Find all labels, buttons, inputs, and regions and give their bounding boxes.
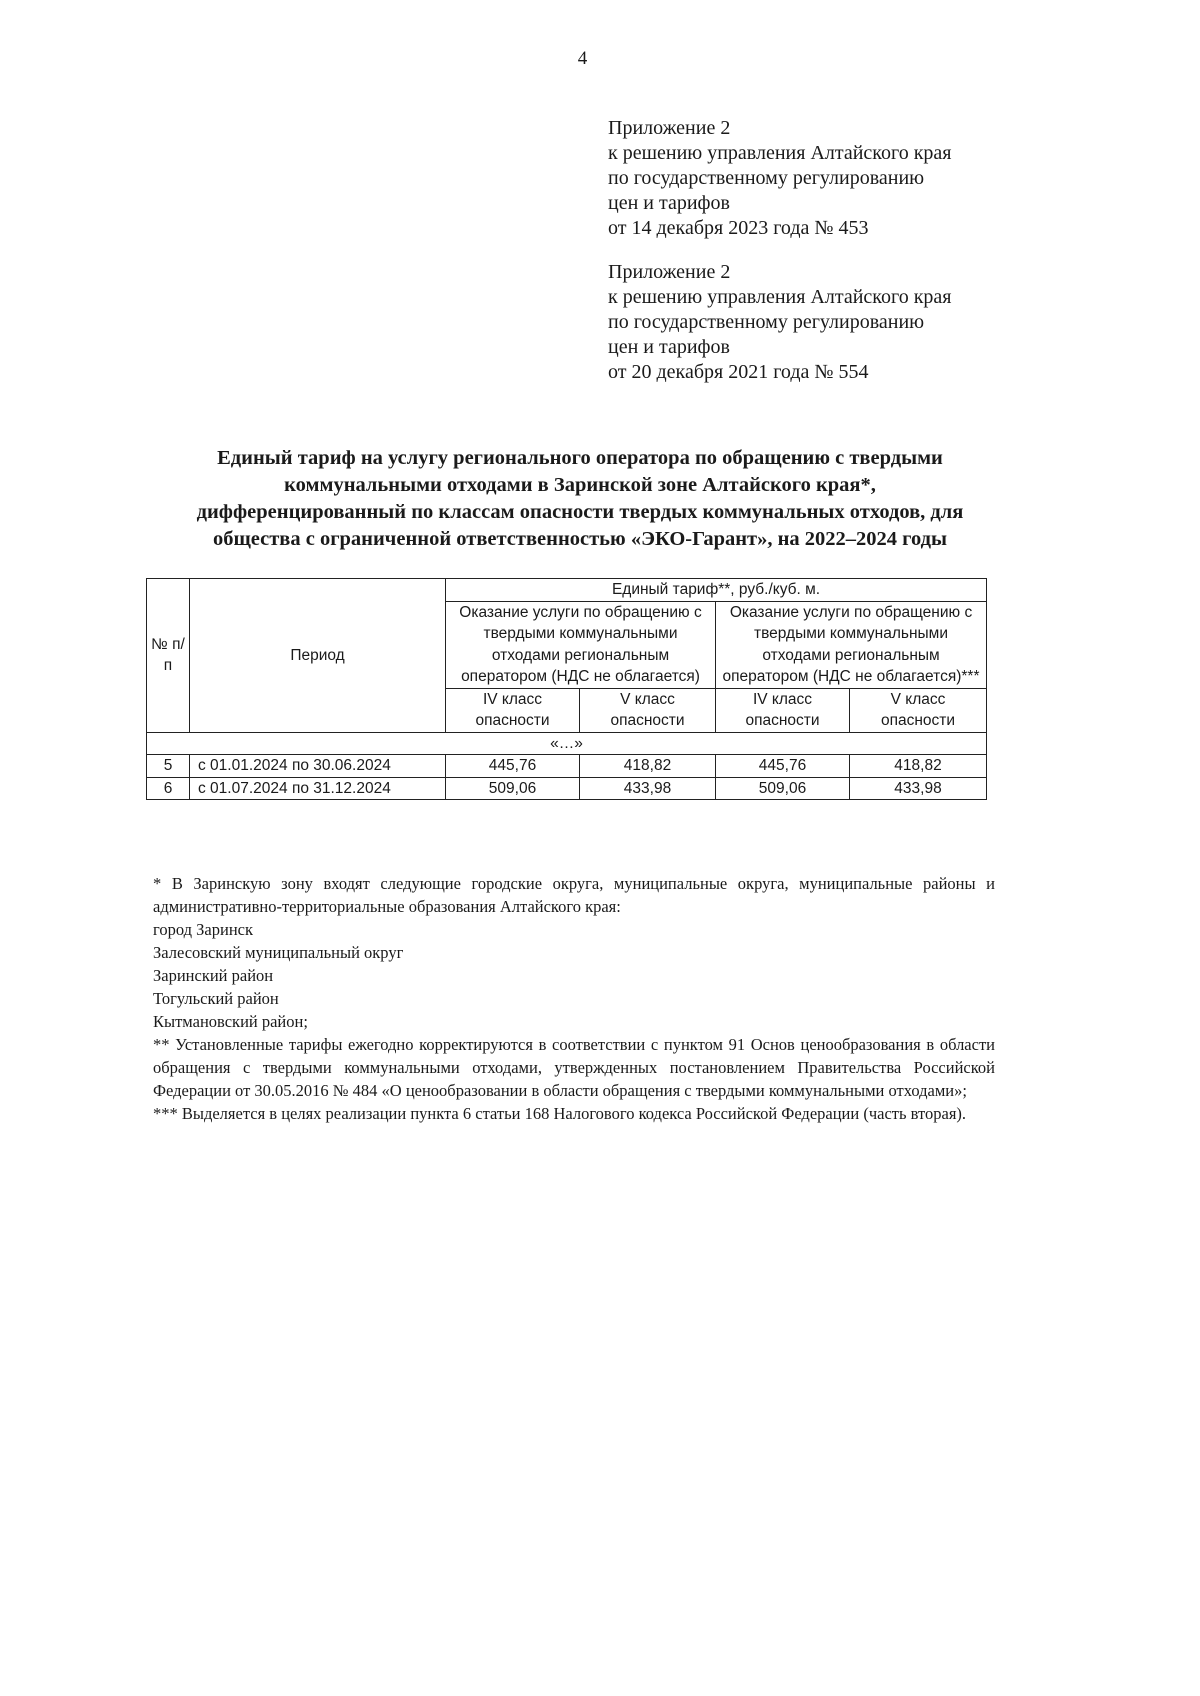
appendix-line: Приложение 2	[608, 117, 731, 139]
appendix-line: к решению управления Алтайского края	[608, 142, 952, 164]
row-num: 6	[147, 777, 190, 800]
table-row-ellipsis	[147, 732, 987, 755]
appendix-header-current	[608, 116, 1048, 241]
header-service-2: Оказание услуги по обращению с твердыми коммунальными отходами региональным оператором (НДС не облагается)***	[716, 601, 987, 688]
header-period: Период	[190, 579, 446, 733]
row-value: 418,82	[850, 755, 987, 778]
header-class-v: V класс опасности	[580, 688, 716, 732]
zone-item: Тогульский район	[153, 989, 279, 1008]
zone-item: город Заринск	[153, 920, 253, 939]
title-line: дифференцированный по классам опасности твердых коммунальных отходов, для	[196, 501, 964, 523]
table-row	[147, 777, 987, 800]
appendix-line: цен и тарифов	[608, 336, 730, 358]
title-line: общества с ограниченной ответственностью «ЭКО-Гарант», на 2022–2024 годы	[212, 528, 948, 550]
appendix-line: по государственному регулированию	[608, 167, 925, 189]
row-value: 418,82	[580, 755, 716, 778]
tariff-table	[146, 578, 987, 800]
header-class-iv: IV класс опасности	[446, 688, 580, 732]
header-service-1: Оказание услуги по обращению с твердыми коммунальными отходами региональным оператором (НДС не облагается)	[446, 601, 716, 688]
footnote-zone: * В Заринскую зону входят следующие городские округа, муниципальные округа, муниципальные районы и административно-территориальные образования Алтайского края:	[153, 874, 995, 916]
row-period: с 01.07.2024 по 31.12.2024	[190, 777, 446, 800]
table-row	[147, 755, 987, 778]
title-line: Единый тариф на услугу регионального оператора по обращению с твердыми	[217, 447, 943, 469]
page-number: 4	[577, 48, 588, 69]
row-value: 509,06	[446, 777, 580, 800]
appendix-line: от 14 декабря 2023 года № 453	[608, 217, 869, 239]
footnotes	[153, 872, 995, 1125]
row-value: 433,98	[850, 777, 987, 800]
row-value: 509,06	[716, 777, 850, 800]
appendix-line: цен и тарифов	[608, 192, 730, 214]
zone-item: Залесовский муниципальный округ	[153, 943, 404, 962]
zone-item: Заринский район	[153, 966, 274, 985]
table-header-row	[147, 579, 987, 602]
header-class-v: V класс опасности	[850, 688, 987, 732]
footnote-vat: *** Выделяется в целях реализации пункта 6 статьи 168 Налогового кодекса Российской Федерации (часть вторая).	[153, 1104, 967, 1123]
appendix-line: по государственному регулированию	[608, 311, 925, 333]
row-period: с 01.01.2024 по 30.06.2024	[190, 755, 446, 778]
row-value: 433,98	[580, 777, 716, 800]
header-tariff-group: Единый тариф**, руб./куб. м.	[446, 579, 987, 602]
zone-item: Кытмановский район;	[153, 1012, 308, 1031]
row-num: 5	[147, 755, 190, 778]
header-num: № п/п	[147, 579, 190, 733]
row-value: 445,76	[446, 755, 580, 778]
appendix-line: к решению управления Алтайского края	[608, 286, 952, 308]
header-class-iv: IV класс опасности	[716, 688, 850, 732]
appendix-line: Приложение 2	[608, 261, 731, 283]
appendix-line: от 20 декабря 2021 года № 554	[608, 361, 869, 383]
footnote-tariff-correction: ** Установленные тарифы ежегодно корректируются в соответствии с пунктом 91 Основ ценообразования в области обращения с твердыми коммунальными отходами, утвержденных постановлением Правительства Российской Федерации от 30.05.2016 № 484 «О ценообразовании в области обращения с твердыми коммунальными отходами»;	[153, 1035, 995, 1100]
title-line: коммунальными отходами в Заринской зоне Алтайского края*,	[284, 474, 876, 496]
ellipsis-cell: «…»	[147, 732, 987, 755]
document-title	[140, 445, 1020, 553]
row-value: 445,76	[716, 755, 850, 778]
appendix-header-original	[608, 260, 1048, 385]
